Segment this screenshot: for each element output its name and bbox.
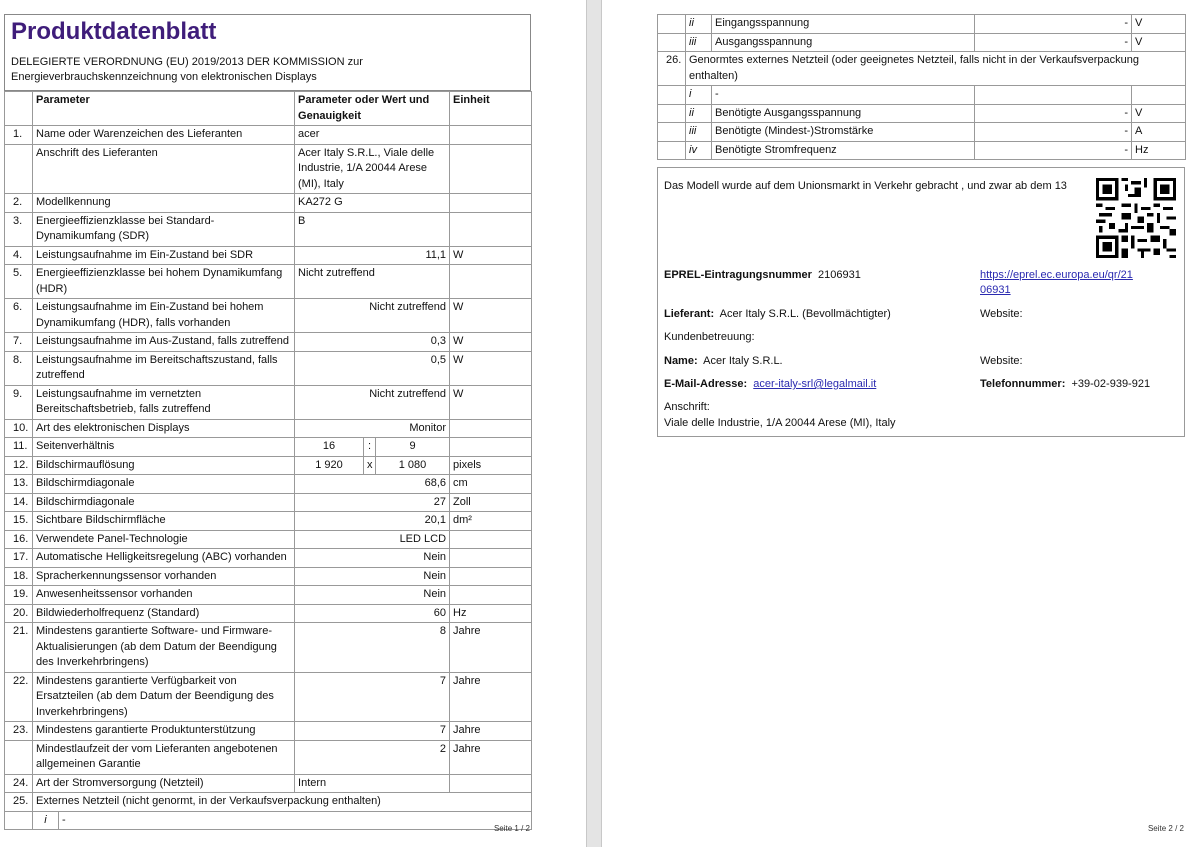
eprel-row: [664, 269, 861, 281]
row-number: 18.: [5, 567, 33, 586]
row-parameter: Bildschirmauflösung: [33, 456, 295, 475]
row-unit: cm: [450, 475, 532, 494]
row-value: 8: [295, 623, 450, 673]
row-index: iii: [686, 123, 712, 142]
row-number: 9.: [5, 385, 33, 419]
row-unit: A: [1132, 123, 1186, 142]
page-gutter: [586, 0, 602, 847]
row-number: [658, 33, 686, 52]
table-row: [5, 144, 532, 194]
row-value-a: 1 920: [295, 456, 364, 475]
row-parameter: Benötigte Stromfrequenz: [712, 141, 975, 160]
row-number: 20.: [5, 604, 33, 623]
row-index: iii: [686, 33, 712, 52]
eprel-label: EPREL-Eintragungsnummer: [664, 269, 812, 281]
row-unit: Hz: [450, 604, 532, 623]
table-row: [658, 141, 1186, 160]
row-number: 26.: [658, 52, 686, 86]
row-value: -: [59, 811, 532, 830]
row-value: B: [295, 212, 450, 246]
table-row: [5, 567, 532, 586]
product-data-table: [4, 91, 532, 830]
row-number: 22.: [5, 672, 33, 722]
row-number: 15.: [5, 512, 33, 531]
row-value: Nein: [295, 567, 450, 586]
row-value: 0,5: [295, 351, 450, 385]
page-number: Seite 1 / 2: [493, 824, 530, 833]
row-unit: [450, 549, 532, 568]
row-number: 3.: [5, 212, 33, 246]
continuation-table: [657, 14, 1186, 160]
row-parameter: Eingangsspannung: [712, 15, 975, 34]
row-unit: [450, 126, 532, 145]
row-value: -: [975, 123, 1132, 142]
table-row: [5, 740, 532, 774]
row-value: -: [975, 104, 1132, 123]
row-unit: W: [450, 333, 532, 352]
name-label: Name:: [664, 355, 698, 367]
row-value: 2: [295, 740, 450, 774]
row-number: [658, 15, 686, 34]
row-parameter: Bildschirmdiagonale: [33, 475, 295, 494]
row-parameter: Seitenverhältnis: [33, 438, 295, 457]
support-label: Kundenbetreuung:: [664, 331, 755, 343]
table-row: [5, 246, 532, 265]
row-number: 17.: [5, 549, 33, 568]
row-value: Intern: [295, 774, 450, 793]
row-parameter: Energieeffizienzklasse bei Standard-Dynamikumfang (SDR): [33, 212, 295, 246]
row-value: Nicht zutreffend: [295, 385, 450, 419]
row-number: 11.: [5, 438, 33, 457]
row-value: 60: [295, 604, 450, 623]
row-parameter: Sichtbare Bildschirmfläche: [33, 512, 295, 531]
email-link[interactable]: acer-italy-srl@legalmail.it: [753, 378, 877, 390]
table-row: [5, 512, 532, 531]
table-row: [5, 419, 532, 438]
row-parameter: Leistungsaufnahme im vernetzten Bereitschaftsbetrieb, falls zutreffend: [33, 385, 295, 419]
row-parameter: Leistungsaufnahme im Bereitschaftszustand, falls zutreffend: [33, 351, 295, 385]
row-value: 11,1: [295, 246, 450, 265]
row-unit: [450, 419, 532, 438]
header-value: Parameter oder Wert und Genauigkeit: [295, 92, 450, 126]
row-value: acer: [295, 126, 450, 145]
row-unit: [450, 567, 532, 586]
row-number: 8.: [5, 351, 33, 385]
row-number: 2.: [5, 194, 33, 213]
row-number: [5, 144, 33, 194]
row-parameter: Ausgangsspannung: [712, 33, 975, 52]
row-value: -: [975, 33, 1132, 52]
row-number: 13.: [5, 475, 33, 494]
eprel-value: 2106931: [818, 269, 861, 281]
row-value: Acer Italy S.R.L., Viale delle Industrie, 1/A 20044 Arese (MI), Italy: [295, 144, 450, 194]
email-label: E-Mail-Adresse:: [664, 378, 748, 390]
row-value: 7: [295, 672, 450, 722]
row-unit: Jahre: [450, 672, 532, 722]
name-row: [664, 355, 783, 367]
table-row: [5, 475, 532, 494]
table-row: [5, 438, 532, 457]
row-unit: Hz: [1132, 141, 1186, 160]
row-unit: [450, 265, 532, 299]
row-unit: W: [450, 299, 532, 333]
table-row: [658, 123, 1186, 142]
row-number: 25.: [5, 793, 33, 812]
table-row: [5, 265, 532, 299]
qr-code[interactable]: [1096, 178, 1176, 258]
page-number-2: Seite 2 / 2: [1147, 824, 1184, 833]
row-parameter: Mindestens garantierte Verfügbarkeit von Ersatzteilen (ab dem Datum der Beendigung des Inverkehrbringens): [33, 672, 295, 722]
row-unit: [1132, 86, 1186, 105]
row-parameter: Art der Stromversorgung (Netzteil): [33, 774, 295, 793]
supplier-label: Lieferant:: [664, 308, 715, 320]
row-number: 24.: [5, 774, 33, 793]
table-row: [5, 530, 532, 549]
row-number: [658, 141, 686, 160]
website-label-2: Website:: [980, 355, 1023, 367]
phone-label: Telefonnummer:: [980, 378, 1066, 390]
row-number: 6.: [5, 299, 33, 333]
name-value: Acer Italy S.R.L.: [703, 355, 783, 367]
row-value: 27: [295, 493, 450, 512]
row-number: [5, 740, 33, 774]
header-parameter: Parameter: [33, 92, 295, 126]
row-parameter: Art des elektronischen Displays: [33, 419, 295, 438]
website-label: Website:: [980, 308, 1023, 320]
row-unit: V: [1132, 104, 1186, 123]
table-row: [5, 549, 532, 568]
header-box: [4, 14, 531, 91]
row-parameter: Automatische Helligkeitsregelung (ABC) vorhanden: [33, 549, 295, 568]
row-parameter: Spracherkennungssensor vorhanden: [33, 567, 295, 586]
row-parameter: Modellkennung: [33, 194, 295, 213]
row-value-b: 1 080: [376, 456, 450, 475]
row-unit: [450, 774, 532, 793]
row-unit: [450, 438, 532, 457]
row-unit: pixels: [450, 456, 532, 475]
row-parameter: Genormtes externes Netzteil (oder geeignetes Netzteil, falls nicht in der Verkaufsverpackung enthalten): [686, 52, 1186, 86]
row-index: i: [33, 811, 59, 830]
eprel-link-line-2[interactable]: 06931: [980, 284, 1011, 296]
row-value: -: [975, 141, 1132, 160]
table-row: [658, 15, 1186, 34]
table-row: [5, 456, 532, 475]
row-value: 68,6: [295, 475, 450, 494]
table-row-26: [658, 52, 1186, 86]
row-parameter: Anwesenheitssensor vorhanden: [33, 586, 295, 605]
table-row: [658, 104, 1186, 123]
row-parameter: Energieeffizienzklasse bei hohem Dynamikumfang (HDR): [33, 265, 295, 299]
row-index: ii: [686, 15, 712, 34]
row-number: [658, 123, 686, 142]
row-parameter: Mindestens garantierte Software- und Firmware-Aktualisierungen (ab dem Datum der Beendigung des Inverkehrbringens): [33, 623, 295, 673]
row-value-b: 9: [376, 438, 450, 457]
eprel-link-line-1[interactable]: https://eprel.ec.europa.eu/qr/21: [980, 269, 1133, 281]
phone-row: [980, 378, 1150, 390]
row-index: iv: [686, 141, 712, 160]
row-value: -: [975, 15, 1132, 34]
row-number: 4.: [5, 246, 33, 265]
row-number: 7.: [5, 333, 33, 352]
row-value: KA272 G: [295, 194, 450, 213]
row-parameter: Benötigte (Mindest-)Stromstärke: [712, 123, 975, 142]
row-unit: Zoll: [450, 493, 532, 512]
row-number: 21.: [5, 623, 33, 673]
page-title: Produktdatenblatt: [11, 18, 217, 45]
table-row: [5, 351, 532, 385]
table-row-25: [5, 793, 532, 812]
model-info-box: [657, 167, 1185, 437]
row-value-sep: :: [364, 438, 376, 457]
page-1: [0, 0, 586, 847]
row-number: [658, 86, 686, 105]
table-row: [5, 126, 532, 145]
address-label: Anschrift:: [664, 401, 710, 413]
row-unit: dm²: [450, 512, 532, 531]
row-parameter: Leistungsaufnahme im Ein-Zustand bei hohem Dynamikumfang (HDR), falls vorhanden: [33, 299, 295, 333]
row-parameter: -: [712, 86, 975, 105]
row-parameter: Anschrift des Lieferanten: [33, 144, 295, 194]
row-parameter: Leistungsaufnahme im Aus-Zustand, falls zutreffend: [33, 333, 295, 352]
table-row: [658, 86, 1186, 105]
row-value: 20,1: [295, 512, 450, 531]
row-number: 1.: [5, 126, 33, 145]
row-unit: Jahre: [450, 722, 532, 741]
subtitle-line-2: Energieverbrauchskennzeichnung von elektronischen Displays: [11, 71, 317, 83]
supplier-row: [664, 308, 891, 320]
table-row: [5, 212, 532, 246]
row-number: 14.: [5, 493, 33, 512]
row-value: Nicht zutreffend: [295, 299, 450, 333]
table-row: [5, 623, 532, 673]
table-row: [5, 194, 532, 213]
row-index: i: [686, 86, 712, 105]
row-value: 7: [295, 722, 450, 741]
table-row: [5, 586, 532, 605]
row-value: Monitor: [295, 419, 450, 438]
row-value-a: 16: [295, 438, 364, 457]
row-unit: [450, 212, 532, 246]
row-number: 10.: [5, 419, 33, 438]
table-row: [5, 672, 532, 722]
row-value: Nein: [295, 549, 450, 568]
table-header-row: [5, 92, 532, 126]
table-row: [658, 33, 1186, 52]
phone-value: +39-02-939-921: [1071, 378, 1151, 390]
row-parameter: Leistungsaufnahme im Ein-Zustand bei SDR: [33, 246, 295, 265]
table-row: [5, 385, 532, 419]
row-parameter: Bildschirmdiagonale: [33, 493, 295, 512]
row-value: 0,3: [295, 333, 450, 352]
row-value: LED LCD: [295, 530, 450, 549]
table-row-25-i: [5, 811, 532, 830]
table-row: [5, 774, 532, 793]
subtitle-line-1: DELEGIERTE VERORDNUNG (EU) 2019/2013 DER KOMMISSION zur: [11, 56, 363, 68]
email-row: [664, 378, 876, 390]
row-unit: V: [1132, 33, 1186, 52]
row-unit: W: [450, 246, 532, 265]
row-parameter: Verwendete Panel-Technologie: [33, 530, 295, 549]
row-unit: Jahre: [450, 740, 532, 774]
row-unit: [450, 586, 532, 605]
table-row: [5, 299, 532, 333]
header-unit: Einheit: [450, 92, 532, 126]
row-unit: [450, 144, 532, 194]
row-unit: Jahre: [450, 623, 532, 673]
row-parameter: Name oder Warenzeichen des Lieferanten: [33, 126, 295, 145]
row-number: 16.: [5, 530, 33, 549]
table-row: [5, 333, 532, 352]
address-value: Viale delle Industrie, 1/A 20044 Arese (MI), Italy: [664, 417, 896, 429]
row-unit: [450, 530, 532, 549]
row-index: ii: [686, 104, 712, 123]
row-number: 19.: [5, 586, 33, 605]
row-number: 12.: [5, 456, 33, 475]
row-parameter: Bildwiederholfrequenz (Standard): [33, 604, 295, 623]
row-parameter: Mindestlaufzeit der vom Lieferanten angebotenen allgemeinen Garantie: [33, 740, 295, 774]
table-row: [5, 722, 532, 741]
row-number: 5.: [5, 265, 33, 299]
row-parameter: Mindestens garantierte Produktunterstützung: [33, 722, 295, 741]
row-unit: W: [450, 385, 532, 419]
supplier-value: Acer Italy S.R.L. (Bevollmächtigter): [719, 308, 891, 320]
row-value: Nicht zutreffend: [295, 265, 450, 299]
table-row: [5, 604, 532, 623]
table-row: [5, 493, 532, 512]
row-unit: [450, 194, 532, 213]
market-text: Das Modell wurde auf dem Unionsmarkt in Verkehr gebracht , und zwar ab dem 13: [664, 180, 1067, 192]
row-value: [975, 86, 1132, 105]
row-unit: V: [1132, 15, 1186, 34]
row-number: 23.: [5, 722, 33, 741]
row-unit: W: [450, 351, 532, 385]
row-value: Nein: [295, 586, 450, 605]
row-number: [658, 104, 686, 123]
row-parameter: Externes Netzteil (nicht genormt, in der Verkaufsverpackung enthalten): [33, 793, 532, 812]
row-parameter: Benötigte Ausgangsspannung: [712, 104, 975, 123]
row-value-sep: x: [364, 456, 376, 475]
